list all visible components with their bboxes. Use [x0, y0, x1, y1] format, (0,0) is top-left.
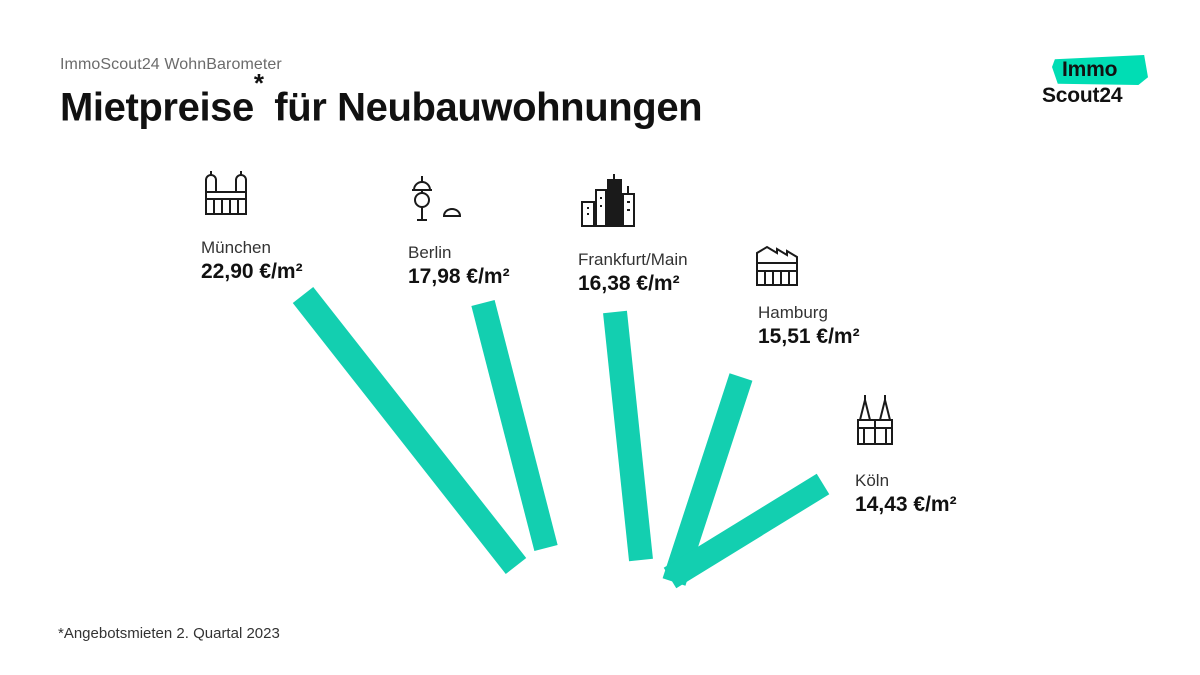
page-title-main: Mietpreise: [60, 85, 254, 130]
city-label-berlin: Berlin: [408, 243, 452, 262]
city-label-muenchen: München: [201, 238, 271, 257]
city-value-koeln: 14,43 €/m²: [855, 493, 957, 516]
city-label-hamburg: Hamburg: [758, 303, 828, 322]
logo-immo-text: Immo: [1062, 58, 1118, 81]
city-value-berlin: 17,98 €/m²: [408, 265, 510, 288]
city-value-muenchen: 22,90 €/m²: [201, 260, 303, 283]
city-value-hamburg: 15,51 €/m²: [758, 325, 860, 348]
bar-frankfurt: [615, 312, 641, 560]
bar-berlin: [483, 303, 546, 548]
logo-scout24-text: Scout24: [1042, 84, 1123, 107]
city-label-koeln: Köln: [855, 471, 890, 490]
page-title-rest: für Neubauwohnungen: [263, 85, 703, 130]
city-value-frankfurt: 16,38 €/m²: [578, 272, 680, 295]
footnote-text: *Angebotsmieten 2. Quartal 2023: [58, 625, 280, 642]
city-label-frankfurt: Frankfurt/Main: [578, 250, 688, 269]
eyebrow-text: ImmoScout24 WohnBarometer: [60, 56, 282, 73]
page-title-asterisk: *: [253, 67, 264, 98]
